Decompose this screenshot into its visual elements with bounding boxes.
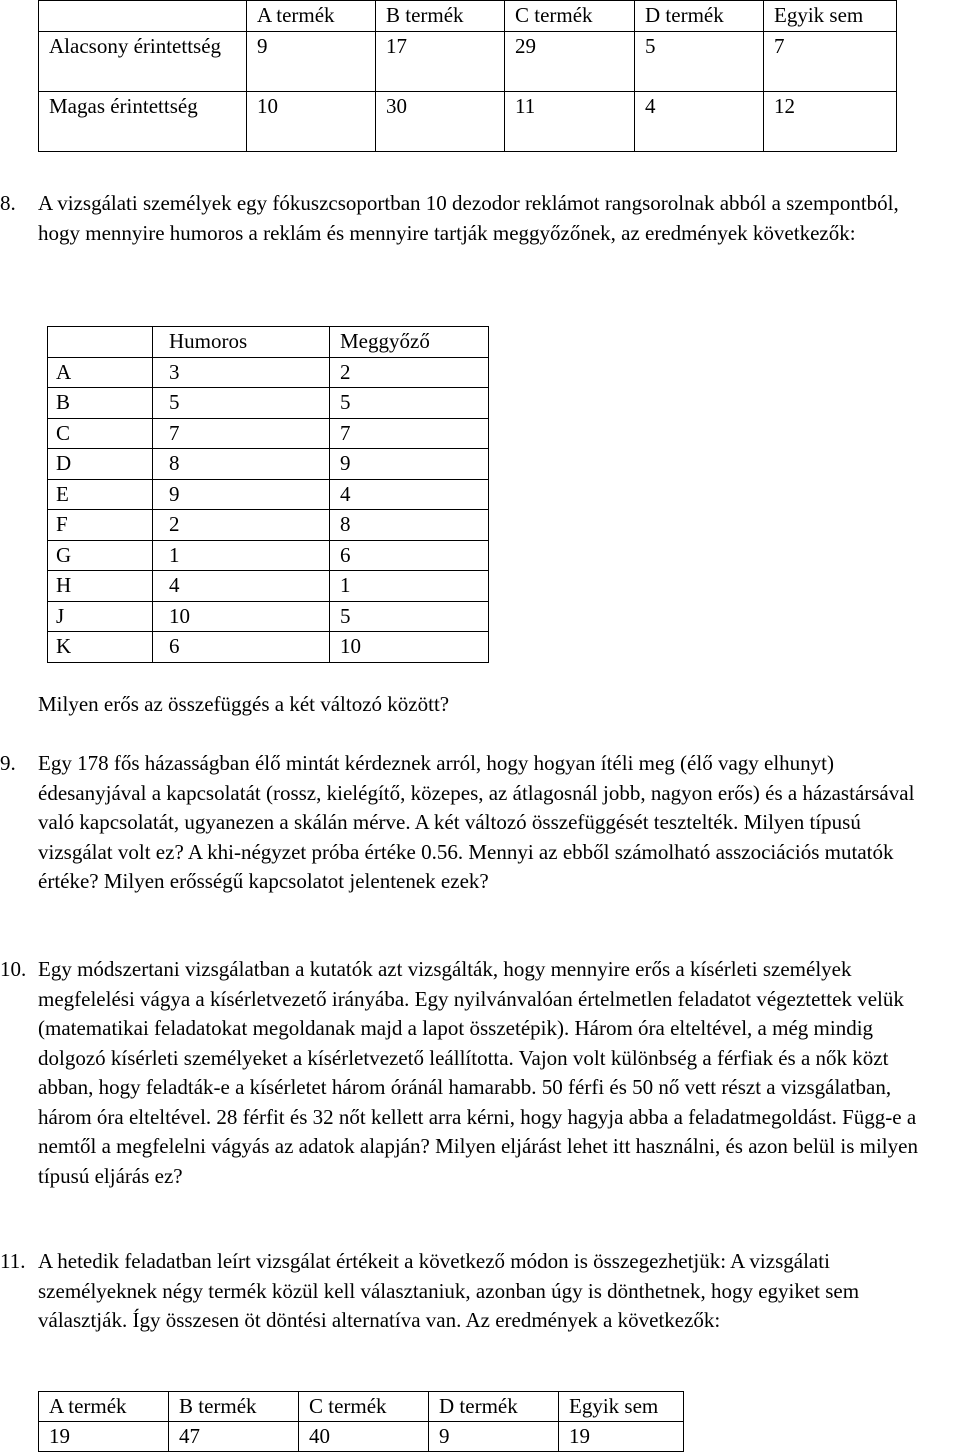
question-9-text: Egy 178 fős házasságban élő mintát kérdeznek arról, hogy hogyan ítéli meg (élő vagy elhunyt) édesanyjával a kapcsolatát (rossz, kielégítő, közepes, az átlagosnál jobb, nagyon erős) és a házastársával való kapcsolatát, ugyanezen a skálán mérve. A két változó összefüggését tesztelték. Milyen típusú vizsgálat volt ez? A khi-négyzet próba értéke 0.56. Mennyi az ebből számolható asszociációs mutatók értéke? Milyen erősségű kapcsolatot jelentenek ezek?: [38, 751, 915, 893]
table-cell: 19: [39, 1422, 169, 1452]
question-8-number: 8.: [0, 191, 16, 215]
question-8-text: A vizsgálati személyek egy fókuszcsoportban 10 dezodor reklámot rangsorolnak abból a szempontból, hogy mennyire humoros a reklám és mennyire tartják meggyőzőnek, az eredmények következők:: [38, 191, 899, 245]
table-cell: 10: [247, 91, 376, 151]
table-header-cell: D termék: [635, 1, 764, 32]
table-cell: 7: [153, 418, 330, 449]
table-cell: G: [48, 540, 153, 571]
table-row: [48, 510, 489, 541]
table-product-choices: [38, 1391, 684, 1452]
row-label: Magas érintettség: [39, 91, 247, 151]
question-11-number: 11.: [0, 1249, 26, 1273]
question-10-text: Egy módszertani vizsgálatban a kutatók azt vizsgálták, hogy mennyire erős a kísérleti személyek megfelelési vágya a kísérletvezető irányába. Egy nyilvánvalóan értelmetlen feladatot végeztettek velük (matematikai feladatokat megoldanak majd a lapot összetépik). Három óra elteltével, a még mindig dolgozó kísérleti személyeket a kísérletvezető leállította. Vajon volt különbség a férfiak és a nők közt abban, hogy feladták-e a kísérletet három óránál hamarabb. 50 férfi és 50 nő vett részt a vizsgálatban, három óra elteltével. 28 férfit és 32 nőt kellett arra kérni, hogy hagyja abba a feladatmegoldást. Függ-e a nemtől a megfelelni vágyás az adatok alapján? Milyen eljárást lehet itt használni, és azon belül is milyen típusú eljárás ez?: [38, 957, 918, 1188]
table-cell: 19: [559, 1422, 684, 1452]
table-cell: H: [48, 571, 153, 602]
table-row: [39, 91, 897, 151]
table-cell: 6: [330, 540, 489, 571]
table-cell: 7: [330, 418, 489, 449]
table-header-cell: D termék: [429, 1392, 559, 1422]
table-cell: 47: [169, 1422, 299, 1452]
table-header-cell: [39, 1, 247, 32]
table-cell: J: [48, 601, 153, 632]
table-cell: 1: [153, 540, 330, 571]
table-row: [48, 571, 489, 602]
table-header-cell: [48, 327, 153, 358]
table-header-cell: C termék: [505, 1, 635, 32]
table-header-cell: B termék: [376, 1, 505, 32]
table-cell: 2: [153, 510, 330, 541]
table-cell: E: [48, 479, 153, 510]
table-cell: 30: [376, 91, 505, 151]
table-cell: 9: [429, 1422, 559, 1452]
table-header-row: [48, 327, 489, 358]
table-row: [48, 418, 489, 449]
table-cell: 3: [153, 357, 330, 388]
table-cell: F: [48, 510, 153, 541]
table-header-row: [39, 1392, 684, 1422]
table-cell: 1: [330, 571, 489, 602]
table-cell: 40: [299, 1422, 429, 1452]
table-cell: B: [48, 388, 153, 419]
table-cell: C: [48, 418, 153, 449]
table-row: [48, 479, 489, 510]
table-row: [48, 357, 489, 388]
table-cell: 12: [764, 91, 897, 151]
table-row: [48, 388, 489, 419]
table-header-cell: Humoros: [153, 327, 330, 358]
question-11-text: A hetedik feladatban leírt vizsgálat értékeit a következő módon is összegezhetjük: A vizsgálati személyeknek négy termék közül kell választaniuk, azonban úgy is dönthetnek, hogy egyiket sem választják. Így összesen öt döntési alternatíva van. Az eredmények a következők:: [38, 1249, 860, 1332]
table-product-involvement: [38, 0, 897, 152]
table-cell: 9: [330, 449, 489, 480]
table-cell: 4: [635, 91, 764, 151]
table-row: [39, 31, 897, 91]
table-cell: 5: [153, 388, 330, 419]
table-header-cell: Egyik sem: [764, 1, 897, 32]
table-cell: 7: [764, 31, 897, 91]
table-header-cell: Meggyőző: [330, 327, 489, 358]
table-cell: 5: [330, 388, 489, 419]
table-cell: A: [48, 357, 153, 388]
table-cell: 4: [330, 479, 489, 510]
table-cell: 5: [635, 31, 764, 91]
table-cell: 8: [330, 510, 489, 541]
row-label: Alacsony érintettség: [39, 31, 247, 91]
table-header-row: [39, 1, 897, 32]
table-row: [48, 632, 489, 663]
table-humor-persuasion: [47, 326, 489, 663]
table-cell: 29: [505, 31, 635, 91]
table-header-cell: A termék: [247, 1, 376, 32]
question-10-number: 10.: [0, 957, 27, 981]
table-row: [39, 1422, 684, 1452]
table-row: [48, 540, 489, 571]
table-cell: 9: [153, 479, 330, 510]
table-header-cell: A termék: [39, 1392, 169, 1422]
table-cell: 2: [330, 357, 489, 388]
table-cell: 9: [247, 31, 376, 91]
table-cell: 5: [330, 601, 489, 632]
table-row: [48, 449, 489, 480]
table-cell: 6: [153, 632, 330, 663]
table-cell: 11: [505, 91, 635, 151]
table-row: [48, 601, 489, 632]
table-cell: D: [48, 449, 153, 480]
table-cell: 8: [153, 449, 330, 480]
table-cell: 10: [330, 632, 489, 663]
table-cell: K: [48, 632, 153, 663]
table-header-cell: Egyik sem: [559, 1392, 684, 1422]
table-cell: 4: [153, 571, 330, 602]
question-8-prompt: Milyen erős az összefüggés a két változó között?: [38, 692, 450, 716]
table-cell: 10: [153, 601, 330, 632]
table-header-cell: C termék: [299, 1392, 429, 1422]
table-header-cell: B termék: [169, 1392, 299, 1422]
table-cell: 17: [376, 31, 505, 91]
question-9-number: 9.: [0, 751, 16, 775]
